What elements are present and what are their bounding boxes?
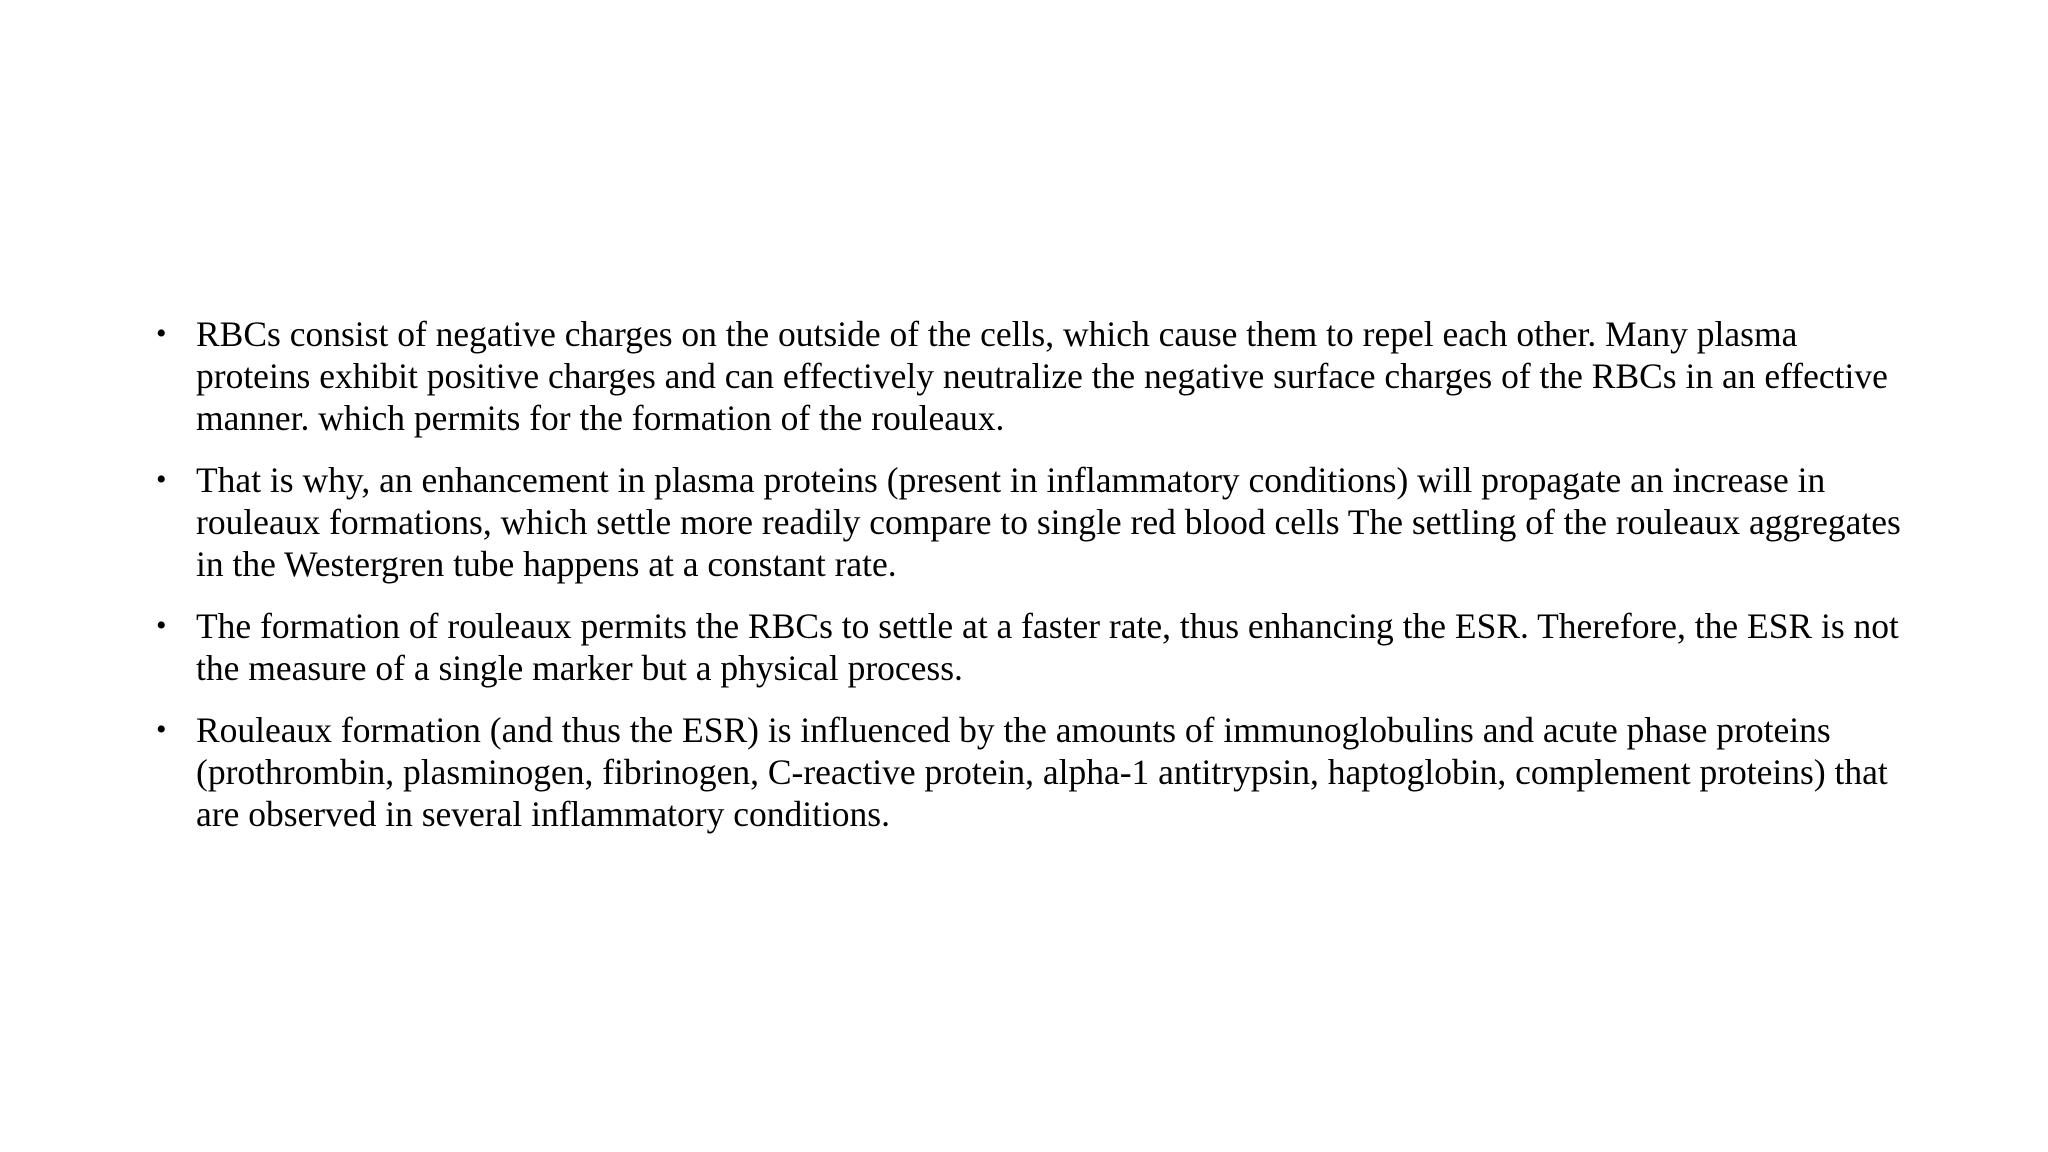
bullet-text-plasma-proteins: That is why, an enhancement in plasma proteins (present in inflammatory conditions) will propagate an increase in rouleaux formations, which settle more readily compare to single red blood cells The settling of the rouleaux aggregates in the Westergren tube happens at a constant rate. — [196, 460, 1901, 584]
bullet-item-4 — [150, 709, 1910, 835]
bullet-text-acute-phase: Rouleaux formation (and thus the ESR) is influenced by the amounts of immunoglobulins and acute phase proteins (prothrombin, plasminogen, fibrinogen, C-reactive protein, alpha-1 antitrypsin, haptoglobin, complement proteins) that are observed in several inflammatory conditions. — [196, 710, 1888, 834]
bullet-text-rouleaux-esr: The formation of rouleaux permits the RBCs to settle at a faster rate, thus enhancing the ESR. Therefore, the ESR is not the measure of a single marker but a physical process. — [196, 606, 1899, 688]
bullet-marker: • — [156, 463, 167, 496]
bullet-marker: • — [156, 609, 167, 642]
bullet-item-1 — [150, 313, 1910, 439]
bullet-text-rbc-charges: RBCs consist of negative charges on the outside of the cells, which cause them to repel each other. Many plasma proteins exhibit positive charges and can effectively neutralize the negative surface charges of the RBCs in an effective manner. which permits for the formation of the rouleaux. — [196, 314, 1888, 438]
bullet-item-2 — [150, 459, 1910, 585]
bullet-item-3 — [150, 605, 1910, 689]
bullet-marker: • — [156, 317, 167, 350]
bullet-marker: • — [156, 713, 167, 746]
bullet-list — [150, 313, 1910, 855]
